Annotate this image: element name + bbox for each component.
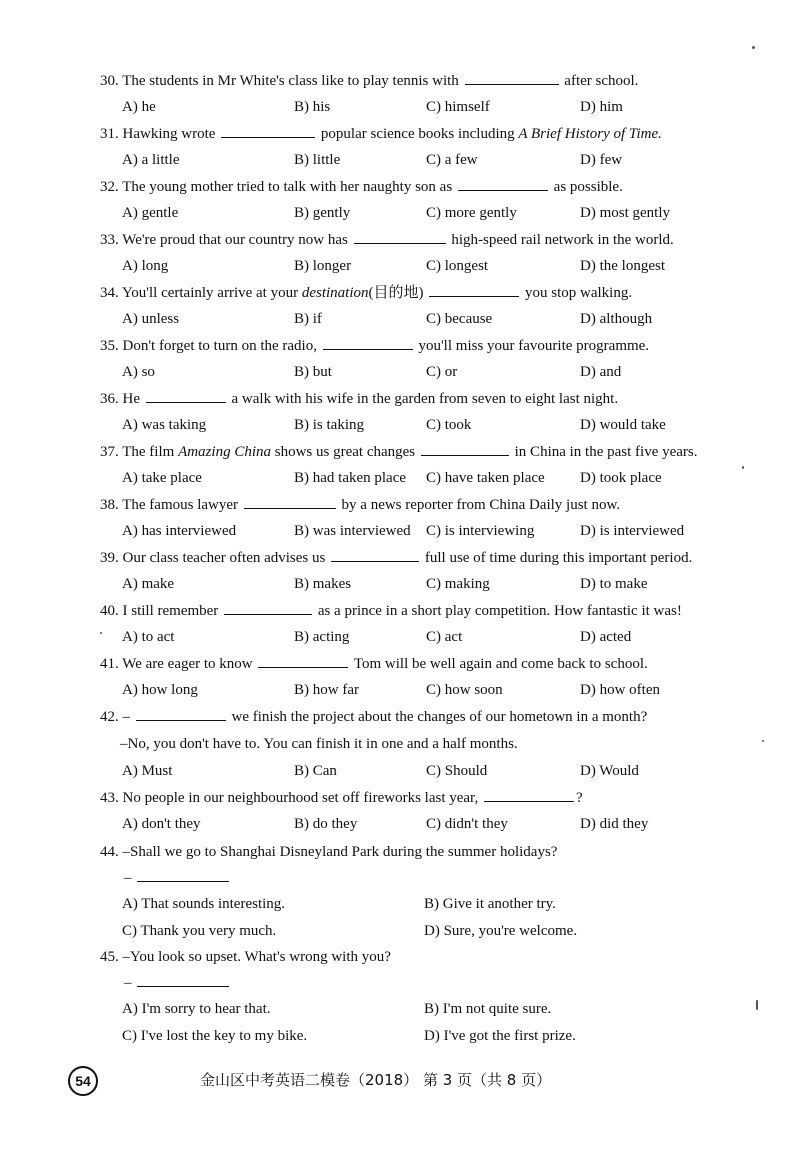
question-stem: [100, 390, 618, 408]
question-text: as a prince in a short play competition. How fantastic it was!: [317, 603, 682, 619]
scan-speck: [752, 46, 755, 49]
answer-option[interactable]: B) his: [294, 99, 331, 115]
question-text: you'll miss your favourite programme.: [418, 338, 650, 354]
answer-option[interactable]: A) a little: [122, 152, 180, 168]
answer-option[interactable]: B) gently: [294, 205, 351, 221]
answer-option[interactable]: C) Thank you very much.: [122, 923, 277, 939]
question-text: The film: [122, 444, 175, 460]
answer-option[interactable]: C) a few: [426, 152, 478, 168]
question-text: The famous lawyer: [122, 497, 239, 513]
answer-option[interactable]: A) gentle: [122, 205, 179, 221]
answer-option[interactable]: A) take place: [122, 470, 202, 486]
question-text: ?: [575, 790, 583, 806]
question-text: popular science books including: [320, 126, 515, 142]
answer-option[interactable]: A) I'm sorry to hear that.: [122, 1001, 271, 1017]
question-text: high-speed rail network in the world.: [451, 232, 674, 248]
answer-option[interactable]: B) longer: [294, 258, 352, 274]
question-text: He: [122, 391, 140, 407]
answer-option[interactable]: D) is interviewed: [580, 523, 685, 539]
question-stem: [100, 708, 647, 726]
answer-option[interactable]: D) Sure, you're welcome.: [424, 923, 578, 939]
answer-option[interactable]: C) didn't they: [426, 816, 508, 832]
answer-option[interactable]: A) so: [122, 364, 155, 380]
scan-speck: [742, 466, 744, 469]
answer-option[interactable]: C) took: [426, 417, 472, 433]
answer-option[interactable]: D) the longest: [580, 258, 665, 274]
page-footer: [0, 1066, 800, 1092]
scan-speck: [762, 740, 764, 742]
question-stem: [100, 284, 632, 302]
answer-option[interactable]: D) Would: [580, 763, 639, 779]
page-number-badge: 54: [68, 1066, 98, 1096]
answer-option[interactable]: D) acted: [580, 629, 632, 645]
question-text: We are eager to know: [122, 656, 253, 672]
answer-line: [124, 974, 231, 992]
question-number: 30.: [100, 73, 119, 89]
answer-option[interactable]: A) That sounds interesting.: [122, 896, 286, 912]
question-number: 40.: [100, 603, 119, 619]
answer-option[interactable]: B) acting: [294, 629, 350, 645]
question-stem: [100, 496, 620, 514]
answer-option[interactable]: B) was interviewed: [294, 523, 411, 539]
footer-title: 金山区中考英语二模卷（2018） 第 3 页（共 8 页）: [200, 1071, 552, 1089]
answer-option[interactable]: C) or: [426, 364, 458, 380]
question-stem: [100, 125, 662, 143]
answer-option[interactable]: B) how far: [294, 682, 359, 698]
answer-blank[interactable]: [484, 789, 574, 802]
answer-option[interactable]: B) do they: [294, 816, 358, 832]
question-text: The students in Mr White's class like to play tennis with: [122, 73, 459, 89]
answer-option[interactable]: C) because: [426, 311, 493, 327]
answer-blank[interactable]: [244, 496, 336, 509]
answer-option[interactable]: A) he: [122, 99, 156, 115]
answer-blank[interactable]: [421, 443, 509, 456]
question-stem: [100, 843, 557, 861]
answer-option[interactable]: C) I've lost the key to my bike.: [122, 1028, 308, 1044]
answer-option[interactable]: A) long: [122, 258, 169, 274]
answer-option[interactable]: C) how soon: [426, 682, 503, 698]
answer-blank[interactable]: [136, 708, 226, 721]
dialogue-dash: –: [124, 870, 132, 886]
answer-blank[interactable]: [258, 655, 348, 668]
question-stem: [100, 948, 391, 966]
answer-option[interactable]: D) would take: [580, 417, 666, 433]
question-number: 38.: [100, 497, 119, 513]
question-number: 45.: [100, 949, 119, 965]
answer-option[interactable]: A) how long: [122, 682, 198, 698]
answer-option[interactable]: C) Should: [426, 763, 488, 779]
answer-option[interactable]: B) Can: [294, 763, 337, 779]
question-text: You'll certainly arrive at your: [121, 285, 299, 301]
question-number: 41.: [100, 656, 119, 672]
answer-blank[interactable]: [224, 602, 312, 615]
question-number: 34.: [100, 285, 119, 301]
answer-option[interactable]: B) is taking: [294, 417, 364, 433]
question-text: Tom will be well again and come back to school.: [353, 656, 648, 672]
answer-line: [124, 869, 231, 887]
question-text: shows us great changes: [274, 444, 416, 460]
answer-blank[interactable]: [221, 125, 315, 138]
question-number: 42.: [100, 709, 119, 725]
answer-option[interactable]: C) more gently: [426, 205, 517, 221]
question-number: 37.: [100, 444, 119, 460]
chinese-gloss: (目的地): [368, 285, 424, 301]
answer-option[interactable]: C) is interviewing: [426, 523, 535, 539]
answer-option[interactable]: D) few: [580, 152, 623, 168]
dialogue-reply: –No, you don't have to. You can finish it in one and a half months.: [120, 736, 518, 752]
question-stem: [100, 602, 682, 620]
question-number: 36.: [100, 391, 119, 407]
answer-option[interactable]: D) to make: [580, 576, 648, 592]
question-text: in China in the past five years.: [514, 444, 698, 460]
question-text: by a news reporter from China Daily just now.: [341, 497, 621, 513]
answer-option[interactable]: B) had taken place: [294, 470, 407, 486]
answer-option[interactable]: D) although: [580, 311, 653, 327]
question-number: 44.: [100, 844, 119, 860]
answer-blank[interactable]: [331, 549, 419, 562]
scan-speck: [756, 1000, 758, 1010]
question-text: after school.: [564, 73, 639, 89]
answer-blank[interactable]: [323, 337, 413, 350]
answer-option[interactable]: B) makes: [294, 576, 352, 592]
question-text: full use of time during this important period.: [424, 550, 693, 566]
question-stem: [100, 443, 698, 461]
answer-option[interactable]: D) I've got the first prize.: [424, 1028, 576, 1044]
answer-option[interactable]: C) have taken place: [426, 470, 545, 486]
answer-option[interactable]: B) Give it another try.: [424, 896, 556, 912]
answer-blank[interactable]: [146, 390, 226, 403]
question-text: Our class teacher often advises us: [122, 550, 326, 566]
question-number: 43.: [100, 790, 119, 806]
question-text: I still remember: [122, 603, 219, 619]
answer-option[interactable]: C) himself: [426, 99, 490, 115]
answer-option[interactable]: A) don't they: [122, 816, 201, 832]
question-number: 32.: [100, 179, 119, 195]
answer-option[interactable]: A) Must: [122, 763, 173, 779]
answer-option[interactable]: D) him: [580, 99, 623, 115]
answer-blank[interactable]: [465, 72, 559, 85]
question-text: we finish the project about the changes of our hometown in a month?: [231, 709, 648, 725]
question-text: Hawking wrote: [122, 126, 216, 142]
book-title: A Brief History of Time.: [518, 126, 662, 142]
question-text: –You look so upset. What's wrong with you?: [122, 949, 391, 965]
answer-option[interactable]: B) but: [294, 364, 332, 380]
question-text: The young mother tried to talk with her naughty son as: [122, 179, 453, 195]
answer-blank[interactable]: [458, 178, 548, 191]
answer-option[interactable]: C) making: [426, 576, 490, 592]
answer-option[interactable]: B) if: [294, 311, 322, 327]
answer-option[interactable]: B) little: [294, 152, 341, 168]
question-number: 39.: [100, 550, 119, 566]
answer-blank[interactable]: [137, 974, 229, 987]
answer-blank[interactable]: [429, 284, 519, 297]
italic-term: Amazing China: [178, 444, 271, 460]
question-stem: [100, 72, 638, 90]
answer-option[interactable]: D) took place: [580, 470, 662, 486]
question-number: 33.: [100, 232, 119, 248]
question-stem: [100, 655, 648, 673]
question-number: 31.: [100, 126, 119, 142]
question-text: Don't forget to turn on the radio,: [122, 338, 317, 354]
question-stem: [100, 789, 583, 807]
dialogue-dash: –: [124, 975, 132, 991]
answer-option[interactable]: D) how often: [580, 682, 660, 698]
answer-option[interactable]: A) make: [122, 576, 175, 592]
question-stem: [100, 178, 623, 196]
italic-term: destination: [301, 285, 369, 301]
answer-option[interactable]: D) most gently: [580, 205, 670, 221]
question-number: 35.: [100, 338, 119, 354]
question-text: you stop walking.: [525, 285, 633, 301]
question-text: as possible.: [553, 179, 623, 195]
question-text: –: [122, 709, 130, 725]
answer-option[interactable]: C) act: [426, 629, 463, 645]
answer-option[interactable]: C) longest: [426, 258, 489, 274]
answer-option[interactable]: D) did they: [580, 816, 649, 832]
answer-option[interactable]: B) I'm not quite sure.: [424, 1001, 552, 1017]
answer-option[interactable]: A) was taking: [122, 417, 207, 433]
question-text: No people in our neighbourhood set off fireworks last year,: [122, 790, 479, 806]
answer-option[interactable]: D) and: [580, 364, 622, 380]
question-text: –Shall we go to Shanghai Disneyland Park during the summer holidays?: [122, 844, 558, 860]
question-text: We're proud that our country now has: [122, 232, 348, 248]
answer-blank[interactable]: [354, 231, 446, 244]
answer-option[interactable]: A) to act: [122, 629, 175, 645]
answer-option[interactable]: A) unless: [122, 311, 180, 327]
scan-speck: [100, 632, 102, 634]
question-text: a walk with his wife in the garden from seven to eight last night.: [231, 391, 619, 407]
question-stem: [100, 231, 674, 249]
answer-option[interactable]: A) has interviewed: [122, 523, 237, 539]
question-stem: [100, 337, 649, 355]
answer-blank[interactable]: [137, 869, 229, 882]
question-stem: [100, 549, 692, 567]
